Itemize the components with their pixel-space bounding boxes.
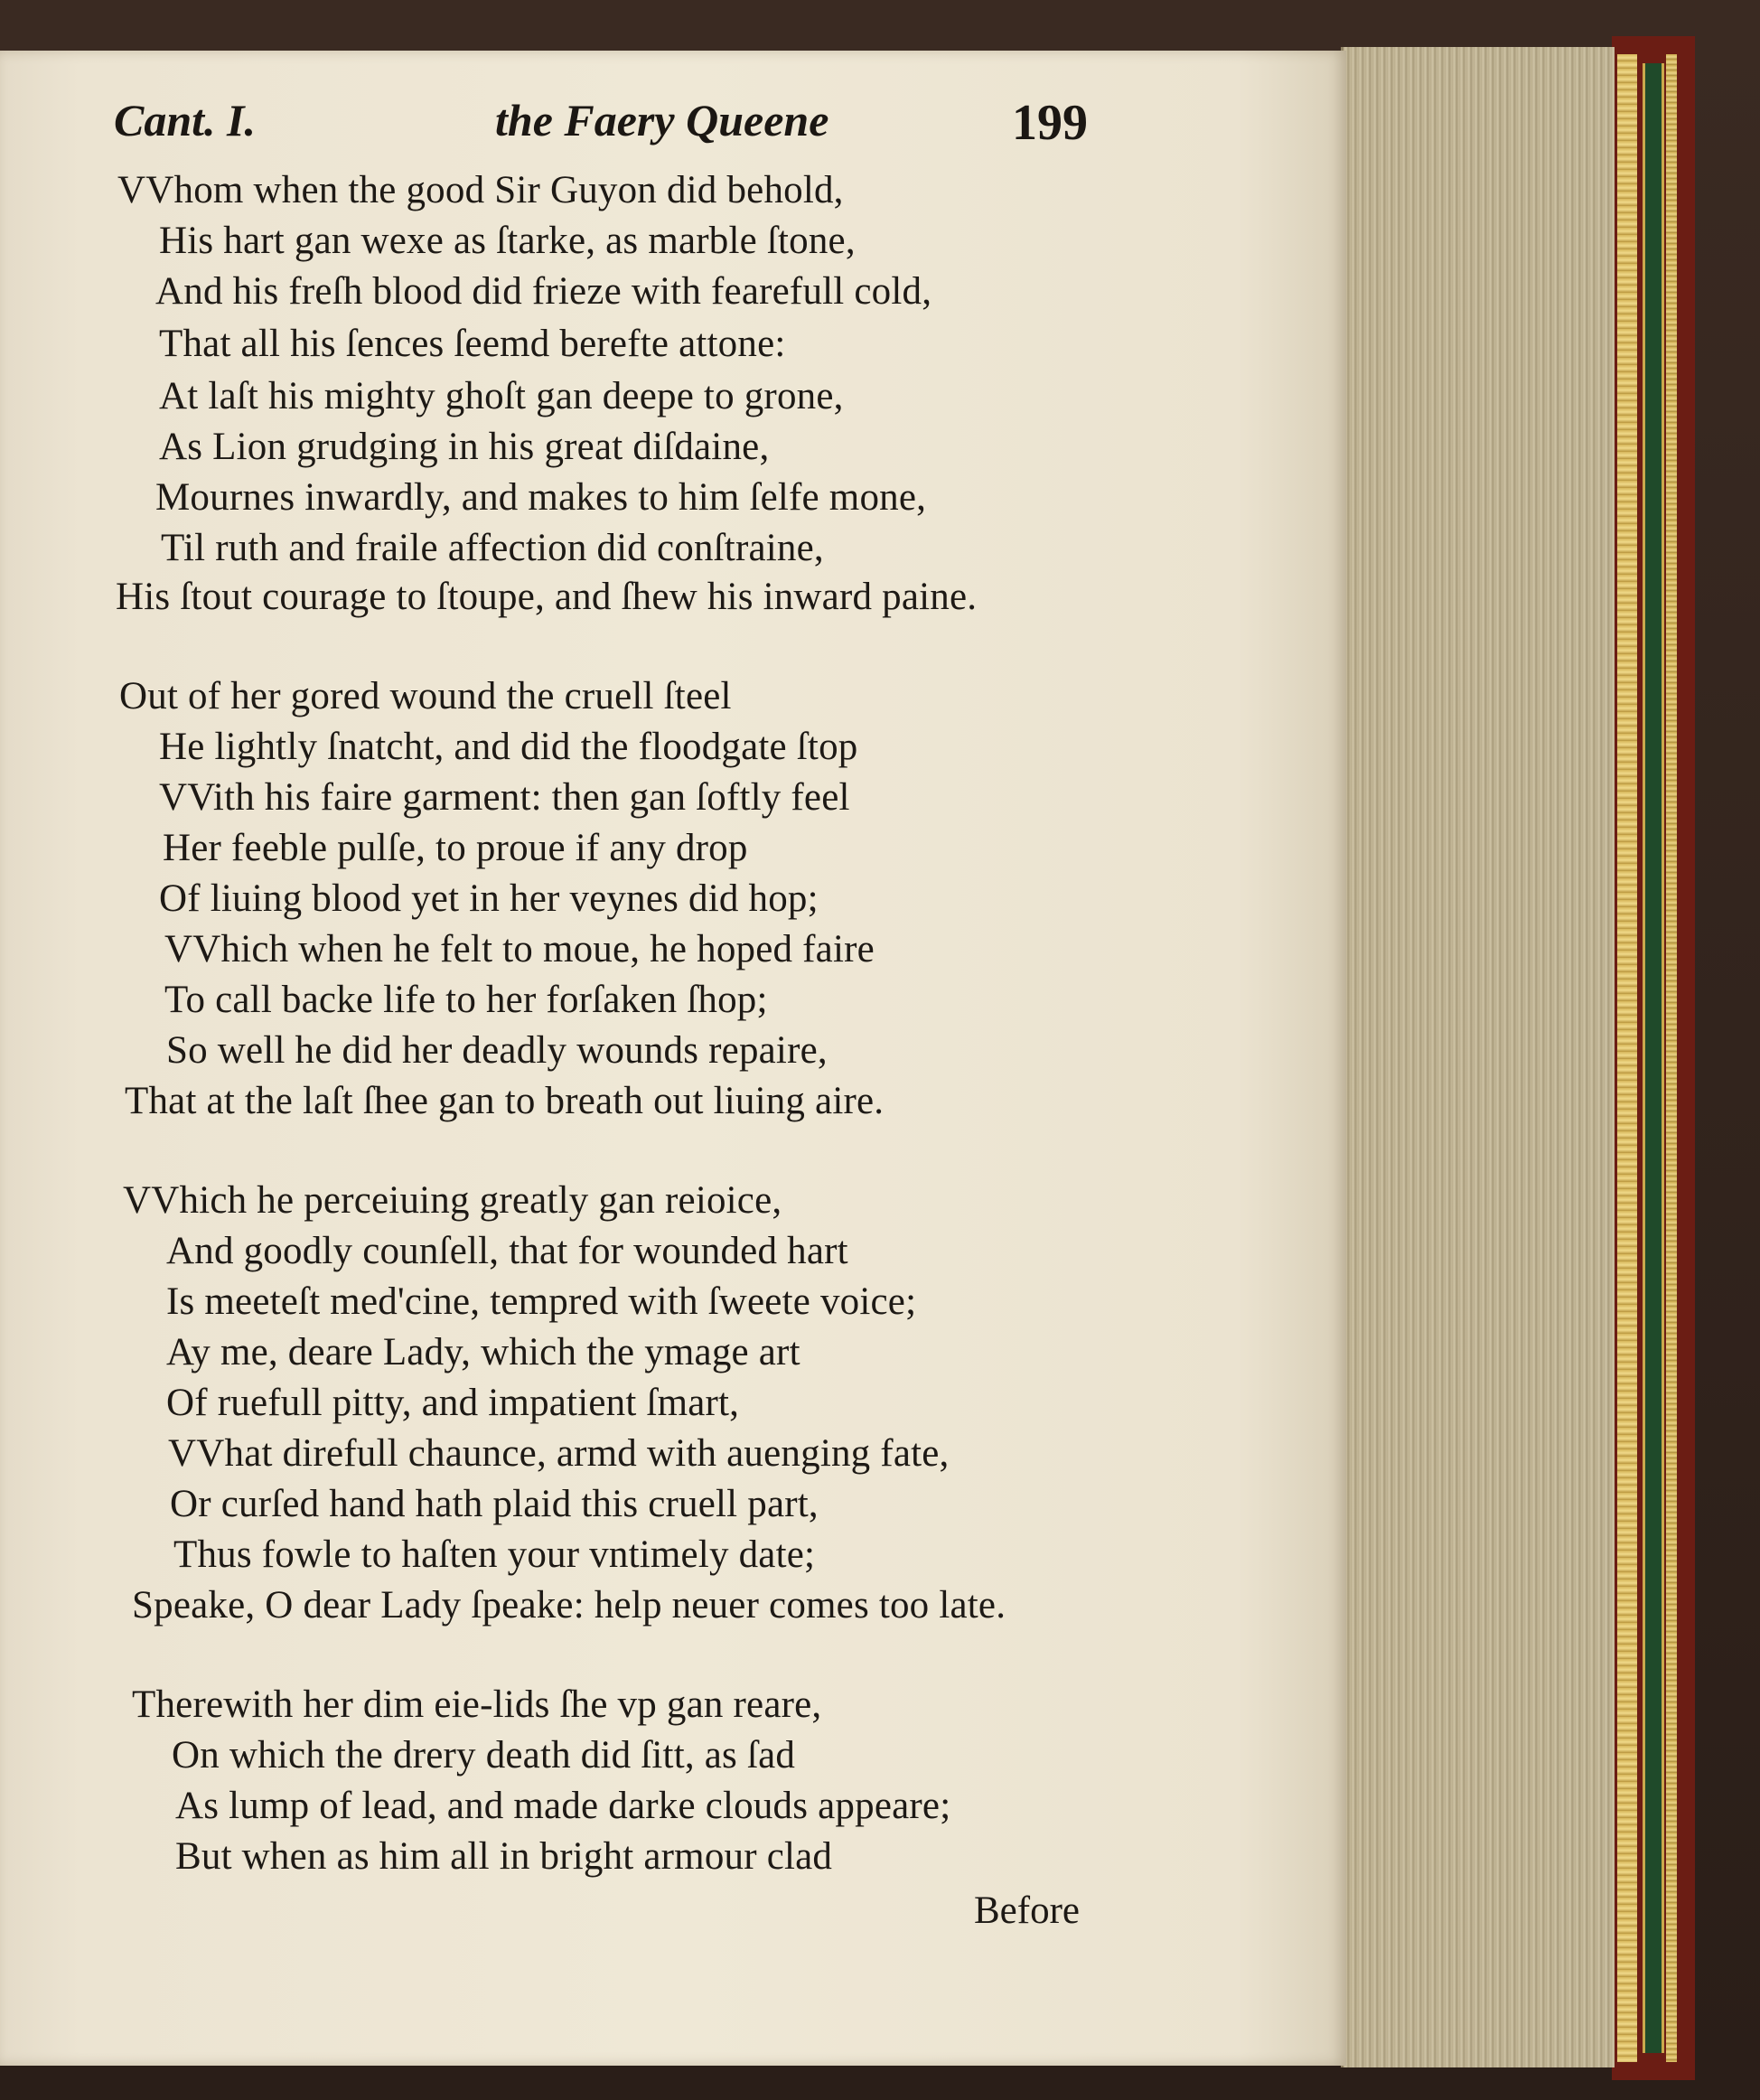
verse-line: At laſt his mighty ghoſt gan deepe to grone, — [159, 375, 844, 417]
verse-line: Of ruefull pitty, and impatient ſmart, — [166, 1382, 740, 1424]
running-head-canto: Cant. I. — [114, 95, 257, 145]
verse-line: VVhich when he felt to moue, he hoped faire — [164, 928, 875, 970]
verse-line: Therewith her dim eie-lids ſhe vp gan reare, — [132, 1683, 822, 1726]
verse-line: VVith his faire garment: then gan ſoftly feel — [159, 776, 850, 819]
verse-line: Ay me, deare Lady, which the ymage art — [166, 1331, 800, 1373]
verse-line: His ſtout courage to ſtoupe, and ſhew his inward paine. — [116, 576, 978, 618]
verse-line: So well he did her deadly wounds repaire, — [166, 1029, 828, 1072]
verse-line: As lump of lead, and made darke clouds appeare; — [175, 1785, 951, 1827]
verse-line: To call backe life to her forſaken ſhop; — [164, 979, 768, 1021]
verse-line: Til ruth and fraile affection did conſtraine, — [161, 527, 824, 569]
verse-line: VVhom when the good Sir Guyon did behold, — [117, 169, 844, 211]
verse-line: And his freſh blood did frieze with fearefull cold, — [155, 270, 932, 313]
verse-line: Speake, O dear Lady ſpeake: help neuer comes too late. — [132, 1584, 1006, 1627]
gilt-border — [1617, 54, 1637, 2062]
verse-line: He lightly ſnatcht, and did the floodgate ſtop — [159, 726, 858, 768]
verse-line: And goodly counſell, that for wounded hart — [166, 1230, 848, 1272]
gilt-border-inner — [1666, 54, 1677, 2062]
verse-line: That all his ſences ſeemd berefte attone: — [159, 323, 786, 365]
verse-line: Thus fowle to haſten your vntimely date; — [173, 1533, 816, 1576]
page-fore-edge — [1341, 47, 1615, 2067]
verse-line: On which the drery death did ſitt, as ſad — [172, 1734, 796, 1777]
page-number: 199 — [1012, 95, 1088, 151]
verse-line: That at the laſt ſhee gan to breath out liuing aire. — [125, 1080, 885, 1122]
verse-line: Her feeble pulſe, to proue if any drop — [163, 827, 748, 869]
verse-line: VVhat direfull chaunce, armd with auenging fate, — [168, 1432, 950, 1475]
running-head-title: the Faery Queene — [495, 95, 829, 145]
verse-line: Or curſed hand hath plaid this cruell part, — [170, 1483, 819, 1525]
verse-line: But when as him all in bright armour clad — [175, 1835, 833, 1878]
green-border-stripe — [1643, 63, 1664, 2053]
verse-line: His hart gan wexe as ſtarke, as marble ſtone, — [159, 220, 856, 262]
catchword: Before — [974, 1889, 1080, 1932]
verse-line: VVhich he perceiuing greatly gan reioice, — [123, 1179, 782, 1222]
verse-line: As Lion grudging in his great diſdaine, — [159, 426, 770, 468]
verse-line: Of liuing blood yet in her veynes did hop; — [159, 877, 819, 920]
verse-line: Is meeteſt med'cine, tempred with ſweete voice; — [166, 1280, 917, 1323]
verse-line: Out of her gored wound the cruell ſteel — [119, 675, 732, 717]
verse-line: Mournes inwardly, and makes to him ſelfe mone, — [155, 476, 927, 519]
